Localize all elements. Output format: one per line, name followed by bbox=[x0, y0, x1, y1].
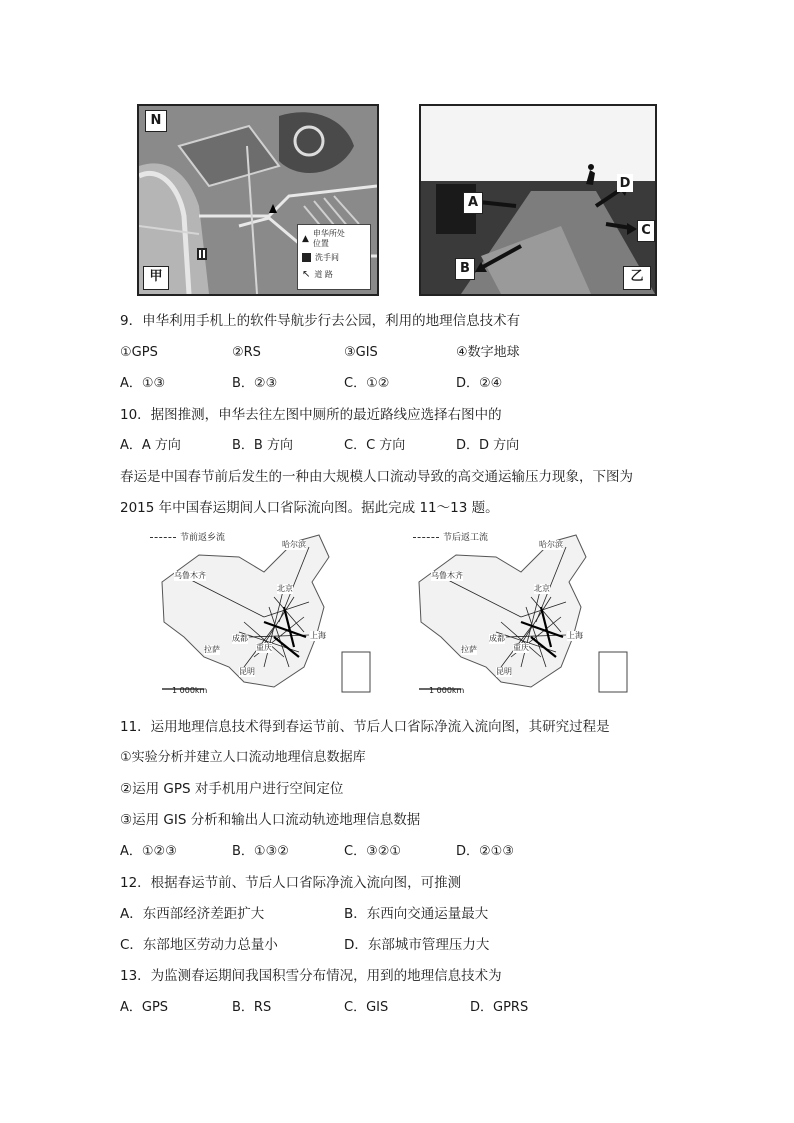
map-right-title: 节后返工流 bbox=[443, 533, 489, 543]
map-figure-jia bbox=[137, 104, 379, 296]
q10-option-a[interactable]: A．A 方向 bbox=[120, 438, 181, 453]
q11-option-b[interactable]: B．①③② bbox=[232, 844, 289, 859]
direction-label-c: C bbox=[637, 220, 655, 242]
q9-stem: 9．申华利用手机上的软件导航步行去公园，利用的地理信息技术有 bbox=[120, 313, 521, 329]
scale-label-left: 1 000km bbox=[172, 686, 208, 695]
road-icon: ↖ bbox=[302, 269, 311, 280]
q11-item-1: ①实验分析并建立人口流动地理信息数据库 bbox=[120, 750, 366, 765]
q11-stem: 11．运用地理信息技术得到春运节前、节后人口省际净流入流向图，其研究过程是 bbox=[120, 719, 610, 735]
q10-option-d[interactable]: D．D 方向 bbox=[456, 438, 520, 453]
q9-option-d[interactable]: D．②④ bbox=[456, 376, 503, 391]
q13-option-b[interactable]: B．RS bbox=[232, 1000, 272, 1015]
q13-stem: 13．为监测春运期间我国积雪分布情况，用到的地理信息技术为 bbox=[120, 968, 502, 984]
legend-position-label: 申华所处位置 bbox=[312, 229, 345, 248]
q10-stem: 10．据图推测，申华去往左图中厕所的最近路线应选择右图中的 bbox=[120, 407, 502, 423]
q9-option-b[interactable]: B．②③ bbox=[232, 376, 278, 391]
city-kunming-left: 昆明 bbox=[239, 667, 255, 676]
north-label: N bbox=[150, 113, 162, 128]
city-shanghai-right: 上海 bbox=[567, 631, 583, 640]
q9-item-1: ①GPS bbox=[120, 345, 158, 360]
city-chengdu-right: 成都 bbox=[489, 634, 505, 643]
china-map-left bbox=[144, 527, 400, 705]
q12-stem: 12．根据春运节前、节后人口省际净流入流向图，可推测 bbox=[120, 875, 462, 891]
map-legend bbox=[297, 224, 371, 290]
north-arrow bbox=[145, 110, 167, 132]
city-urumqi-left: 乌鲁木齐 bbox=[174, 571, 206, 580]
q13-option-c[interactable]: C．GIS bbox=[344, 1000, 389, 1015]
migration-map-before bbox=[144, 527, 400, 705]
q13-option-d[interactable]: D．GPRS bbox=[470, 1000, 529, 1015]
toilet-icon bbox=[302, 253, 311, 262]
city-chengdu-left: 成都 bbox=[232, 634, 248, 643]
q12-option-b[interactable]: B．东西向交通运量最大 bbox=[344, 906, 489, 922]
map-left-title: 节前返乡流 bbox=[180, 533, 226, 543]
city-chongqing-right: 重庆 bbox=[513, 643, 529, 652]
china-map-right bbox=[407, 527, 651, 705]
figure-label-yi: 乙 bbox=[623, 266, 651, 290]
q12-option-d[interactable]: D．东部城市管理压力大 bbox=[344, 937, 490, 953]
direction-label-d: D bbox=[617, 174, 633, 192]
city-urumqi-right: 乌鲁木齐 bbox=[431, 571, 463, 580]
intro-line-1: 春运是中国春节前后发生的一种由大规模人口流动导致的高交通运输压力现象，下图为 bbox=[120, 469, 633, 485]
q12-option-a[interactable]: A．东西部经济差距扩大 bbox=[120, 906, 265, 922]
q10-option-b[interactable]: B．B 方向 bbox=[232, 438, 293, 453]
city-kunming-right: 昆明 bbox=[496, 667, 512, 676]
intro-line-2: 2015 年中国春运期间人口省际流向图。据此完成 11～13 题。 bbox=[120, 500, 499, 516]
scale-bar-left bbox=[162, 686, 207, 695]
legend-road-label: 道 路 bbox=[314, 270, 333, 279]
q11-item-2: ②运用 GPS 对手机用户进行空间定位 bbox=[120, 781, 344, 797]
q11-option-a[interactable]: A．①②③ bbox=[120, 844, 177, 859]
scale-bar-right bbox=[419, 686, 464, 695]
q9-option-c[interactable]: C．①② bbox=[344, 376, 390, 391]
q13-option-a[interactable]: A．GPS bbox=[120, 1000, 169, 1015]
q11-option-c[interactable]: C．③②① bbox=[344, 844, 402, 859]
q12-option-c[interactable]: C．东部地区劳动力总量小 bbox=[120, 937, 278, 953]
city-beijing-right: 北京 bbox=[534, 584, 550, 593]
migration-map-after bbox=[407, 527, 651, 705]
q11-item-3: ③运用 GIS 分析和输出人口流动轨迹地理信息数据 bbox=[120, 812, 421, 828]
scale-label-right: 1 000km bbox=[429, 686, 465, 695]
city-harbin-left: 哈尔滨 bbox=[282, 540, 306, 549]
q10-option-c[interactable]: C．C 方向 bbox=[344, 438, 406, 453]
q9-item-3: ③GIS bbox=[344, 345, 378, 360]
city-shanghai-left: 上海 bbox=[310, 631, 326, 640]
q9-option-a[interactable]: A．①③ bbox=[120, 376, 166, 391]
q9-item-4: ④数字地球 bbox=[456, 345, 520, 360]
q9-item-2: ②RS bbox=[232, 345, 261, 360]
photo-figure-yi bbox=[419, 104, 657, 296]
legend-toilet-label: 洗手间 bbox=[315, 253, 339, 262]
city-lhasa-right: 拉萨 bbox=[461, 645, 477, 654]
city-lhasa-left: 拉萨 bbox=[204, 645, 220, 654]
triangle-icon: ▲ bbox=[302, 234, 309, 244]
city-chongqing-left: 重庆 bbox=[256, 643, 272, 652]
city-harbin-right: 哈尔滨 bbox=[539, 540, 563, 549]
q11-option-d[interactable]: D．②①③ bbox=[456, 844, 514, 859]
direction-label-b: B bbox=[455, 258, 475, 280]
city-beijing-left: 北京 bbox=[277, 584, 293, 593]
direction-label-a: A bbox=[463, 192, 483, 214]
figure-label-jia: 甲 bbox=[143, 266, 169, 290]
